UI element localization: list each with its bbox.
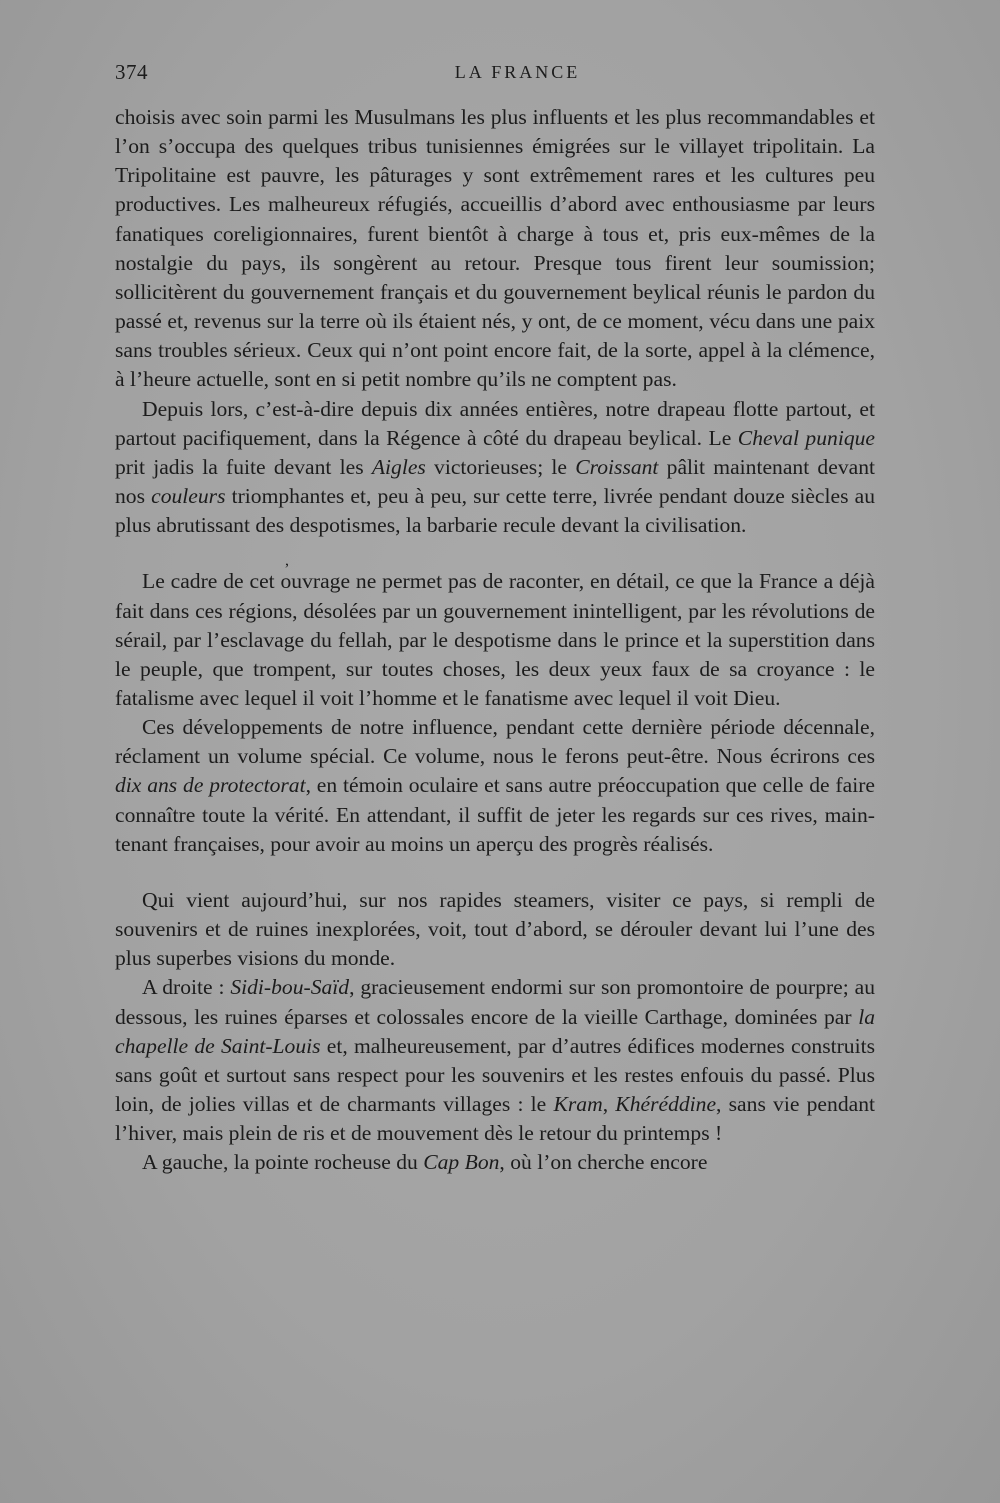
body-text <box>115 103 875 1177</box>
text-run: et, malheureusement, par d’autres édifices modernes construits sans goût et surtout sans respect pour les souvenirs et les restes enfouis du passé. Plus loin, de jolies villas et de charmants villages : le <box>115 1033 875 1116</box>
page-number: 374 <box>115 60 148 84</box>
italic-text: Aigles <box>371 454 426 479</box>
italic-text: couleurs <box>151 484 226 509</box>
italic-text: la chapelle de Saint-Louis <box>115 1004 875 1058</box>
section-mark: , <box>285 552 289 570</box>
italic-text: Sidi-bou-Saïd <box>230 975 350 1000</box>
text-run: , où l’on cherche encore <box>499 1150 708 1175</box>
text-run: , sans vie pendant l’hiver, mais plein de ris et de mouvement dès le retour du printemps ! <box>115 1092 875 1146</box>
text-run: prit jadis la fuite devant les <box>115 454 372 479</box>
paragraph <box>115 713 875 859</box>
paragraph <box>115 1148 875 1177</box>
text-run: Depuis lors, c’est-à-dire depuis dix années entières, notre drapeau flotte partout, et partout pacifiquement, dans la Régence à côté du drapeau beylical. Le <box>115 396 875 450</box>
italic-text: dix ans de protectorat <box>115 773 306 798</box>
text-run: , gracieusement endormi sur son promontoire de pourpre; au dessous, les ruines éparses et colossales encore de la vieille Carthage, dominées par <box>115 975 875 1029</box>
text-run: , en témoin oculaire et sans autre préoccupation que celle de faire connaître toute la vérité. En attendant, il suffit de jeter les regards sur ces rives, maintenant françaises, pour avoir au moins un aperçu des progrès réalisés. <box>115 773 875 856</box>
paragraph <box>115 567 875 713</box>
paragraph <box>115 103 875 395</box>
text-run: , <box>602 1092 616 1116</box>
page-header <box>115 60 885 90</box>
text-run: Ces développements de notre influence, pendant cette dernière période décennale, réclament un volume spécial. Ce volume, nous le ferons peut-être. Nous écrirons ces <box>115 715 875 769</box>
text-run: pâlit maintenant devant nos <box>115 454 875 509</box>
text-run: triomphantes et, peu à peu, sur cette terre, livrée pendant douze siècles au plus abrutissant des despotismes, la barbarie recule devant la civilisation. <box>115 484 875 538</box>
paragraph <box>115 395 875 541</box>
text-run: victorieuses; le <box>425 454 576 479</box>
italic-text: Khéréddine <box>615 1092 717 1116</box>
paragraph <box>115 886 875 973</box>
italic-text: Cap Bon <box>423 1150 500 1175</box>
italic-text: Kram <box>553 1092 603 1116</box>
text-run: Le cadre de cet ouvrage ne permet pas de raconter, en détail, ce que la France a déjà fait dans ces régions, désolées par un gouvernement inintelligent, par les révolutions de sérail, par l’esclavage du fellah, par le despotisme dans le prince et la superstition dans le peuple, que trompent, sur toutes choses, les deux yeux faux de sa croyance : le fatalisme avec lequel il voit l’homme et le fanatisme avec lequel il voit Dieu. <box>115 569 875 710</box>
text-run: Qui vient aujourd’hui, sur nos rapides steamers, visiter ce pays, si rempli de souvenirs et de ruines inexplorées, voit, tout d’abord, se dérouler devant lui l’une des plus superbes visions du monde. <box>115 887 875 971</box>
italic-text: Croissant <box>575 454 659 479</box>
text-run: A droite : <box>142 975 231 1000</box>
text-run: A gauche, la pointe rocheuse du <box>142 1150 424 1175</box>
italic-text: Cheval punique <box>737 425 876 450</box>
running-head: LA FRANCE <box>454 62 581 82</box>
paragraph <box>115 973 875 1148</box>
text-run: choisis avec soin parmi les Musulmans les plus influents et les plus recommandables et l’on s’occupa des quelques tribus tunisiennes émigrées sur le villayet tripolitain. La Tripolitaine est pauvre, les pâturages y sont extrêmement rares et les cultures peu productives. Les malheureux réfugiés, accueillis d’abord avec enthousiasme par leurs fanatiques coreligionnaires, furent bientôt à charge à tous et, pris eux-mêmes de la nostalgie du pays, ils songèrent au retour. Presque tous firent leur soumission; sollicitèrent du gouvernement français et du gouvernement beylical réunis le pardon du passé et, revenus sur la terre où ils étaient nés, y ont, de ce moment, vécu dans une paix sans troubles sérieux. Ceux qui n’ont point encore fait, de la sorte, appel à la clémence, à l’heure actuelle, sont en si petit nombre qu’ils ne comptent pas. <box>115 105 875 392</box>
